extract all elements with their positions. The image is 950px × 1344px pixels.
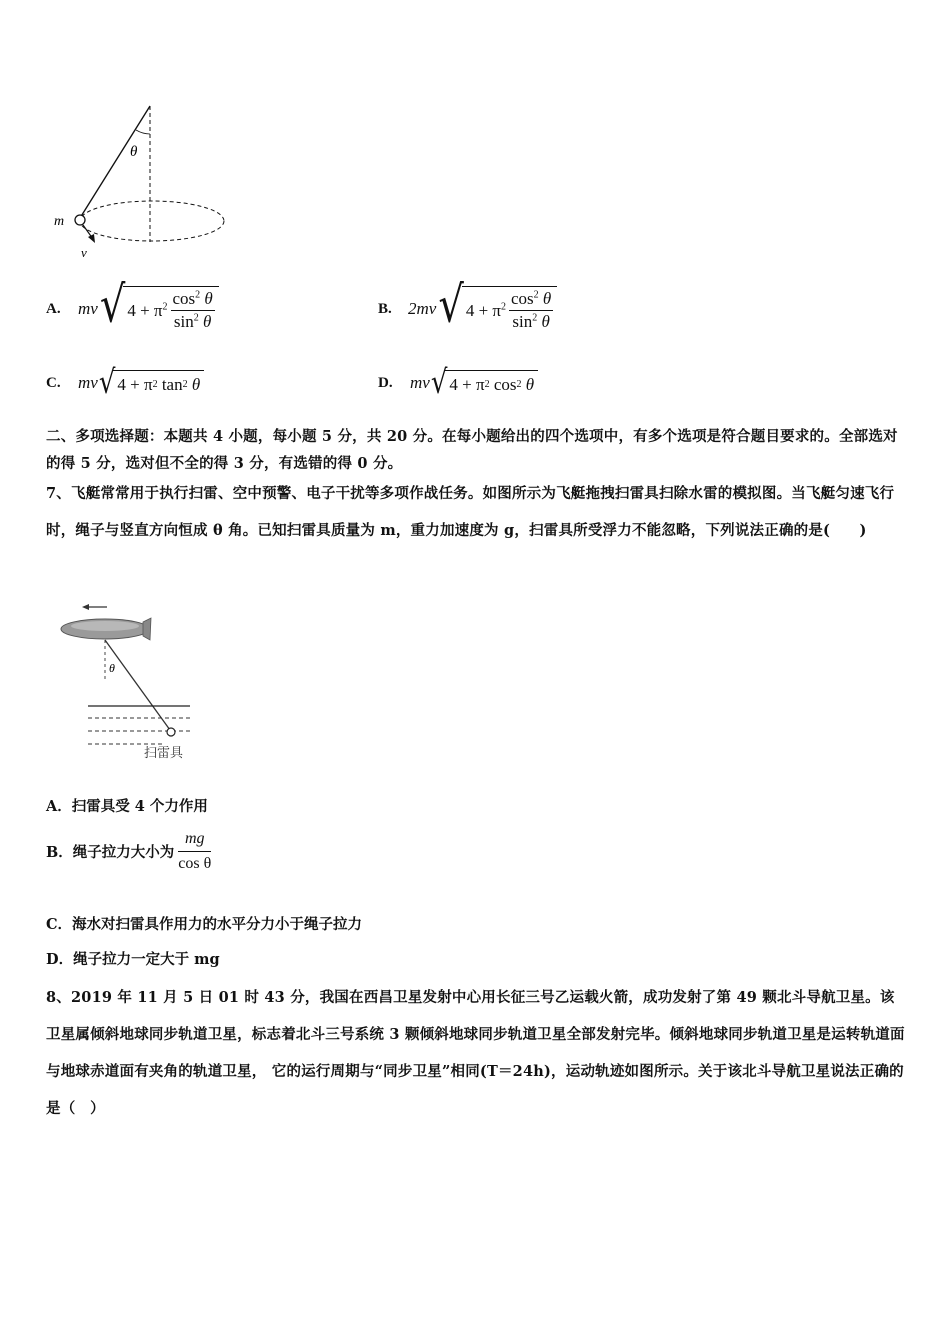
tow-rope bbox=[105, 640, 170, 730]
mass-label: m bbox=[54, 214, 65, 229]
option-a bbox=[46, 276, 219, 334]
theta-label: θ bbox=[130, 144, 138, 160]
airship-highlight bbox=[71, 621, 139, 631]
option-d bbox=[378, 364, 538, 402]
minesweeper-device bbox=[167, 728, 175, 736]
minesweeper-label: 扫雷具 bbox=[144, 746, 184, 761]
velocity-arrowhead bbox=[88, 234, 95, 243]
q7-option-d: D．绳子拉力一定大于 mg bbox=[46, 951, 220, 968]
coefficient: mv bbox=[410, 373, 430, 392]
q7-stem: 7、飞艇常常用于执行扫雷、空中预警、电子干扰等多项作战任务。如图所示为飞艇拖拽扫雷具扫除水雷的模拟图。当飞艇匀速飞行时，绳子与竖直方向恒成 θ 角。已知扫雷具质量为 m，重力加速度为 g，扫雷具所受浮力不能忽略，下列说法正确的是( ) bbox=[46, 485, 895, 539]
string-line bbox=[80, 106, 150, 218]
radical: √ $4 + \pi^2$ $\frac{\cos^2 \theta}{\sin^2 \theta}$ bbox=[100, 286, 219, 332]
option-letter: D. bbox=[378, 374, 393, 391]
airship-figure bbox=[55, 598, 205, 766]
option-letter: C. bbox=[46, 374, 61, 391]
coefficient: mv bbox=[78, 299, 98, 318]
radical: √ 4 + π 2 tan 2 θ bbox=[99, 370, 204, 396]
airship-fin bbox=[143, 618, 151, 640]
q8-stem: 8、2019 年 11 月 5 日 01 时 43 分，我国在西昌卫星发射中心用长征三号乙运载火箭，成功发射了第 49 颗北斗导航卫星。该卫星属倾斜地球同步轨道卫星，标志着北斗三号系统 3 颗倾斜地球同步轨道卫星全部发射完毕。倾斜地球同步轨道卫星是运转轨道面与地球赤道面有夹角的轨道卫星， 它的运行周期与“同步卫星”相同(T＝24h)，运动轨迹如图所示。关于该北斗导航卫星说法正确的是（ ） bbox=[46, 989, 905, 1117]
theta-arc bbox=[136, 130, 150, 134]
option-letter: A. bbox=[46, 300, 61, 317]
q7-option-a: A．扫雷具受 4 个力作用 bbox=[46, 798, 208, 815]
section-heading: 二、多项选择题：本题共 4 小题，每小题 5 分，共 20 分。在每小题给出的四个选项中，有多个选项是符合题目要求的。全部选对的得 5 分，选对但不全的得 3 分，有选错的得 0 分。 bbox=[46, 428, 898, 472]
theta-label: θ bbox=[109, 661, 115, 675]
velocity-label: v bbox=[81, 245, 87, 260]
direction-arrowhead bbox=[82, 604, 89, 610]
q7-option-b-text: B．绳子拉力大小为 bbox=[46, 844, 175, 861]
tension-fraction: $\frac{mg}{\text{cos θ}}$ bbox=[178, 830, 212, 872]
q7-option-b bbox=[46, 830, 211, 873]
conical-pendulum-figure bbox=[50, 100, 240, 265]
option-b bbox=[378, 276, 557, 334]
option-letter: B. bbox=[378, 300, 392, 317]
q7-option-c: C．海水对扫雷具作用力的水平分力小于绳子拉力 bbox=[46, 916, 363, 933]
radical: √ $4 + \pi^2$ $\frac{\cos^2 \theta}{\sin^2 \theta}$ bbox=[438, 286, 557, 332]
radical: √ 4 + π 2 cos 2 θ bbox=[431, 370, 538, 396]
coefficient: mv bbox=[78, 373, 98, 392]
mass-ball bbox=[75, 215, 85, 225]
coefficient: 2mv bbox=[408, 299, 437, 318]
orbit-ellipse bbox=[80, 201, 224, 241]
option-c bbox=[46, 364, 204, 402]
